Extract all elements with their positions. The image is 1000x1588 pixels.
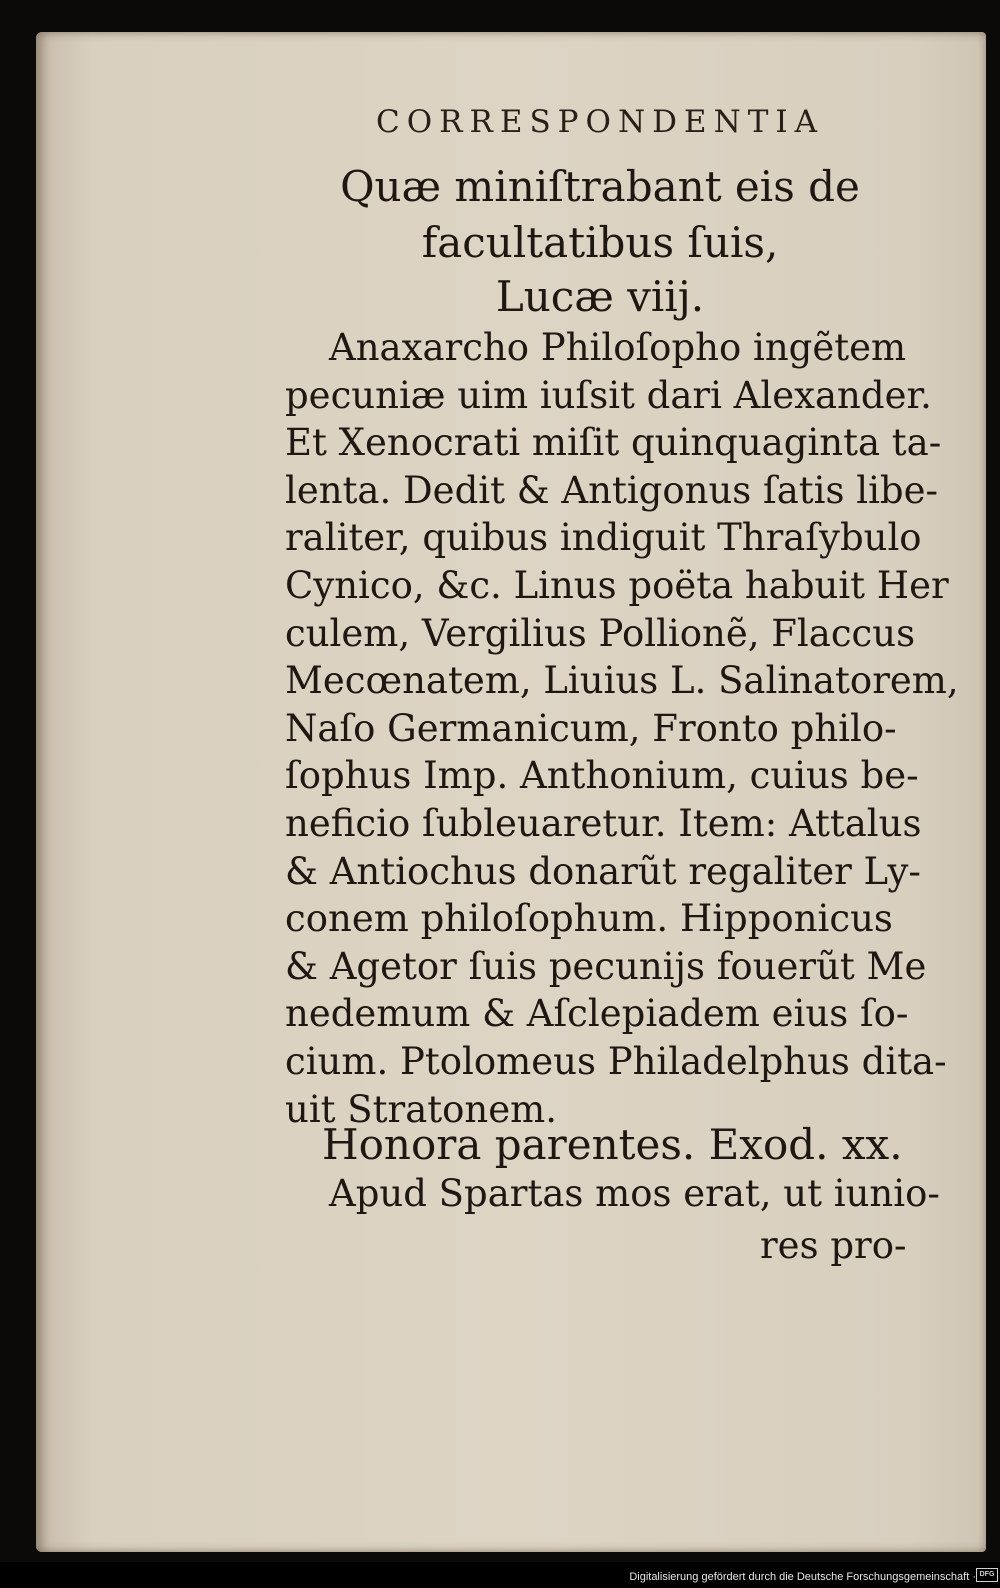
section-heading-line-1: Quæ miniſtrabant eis de — [340, 162, 860, 211]
text-line: neficio ſubleuaretur. Item: Attalus — [285, 801, 922, 845]
dfg-logo-icon: DFG — [976, 1568, 998, 1582]
text-line: conem philoſophum. Hipponicus — [285, 897, 893, 941]
text-line: uit Stratonem. — [285, 1087, 557, 1131]
text-line: Mecœnatem, Liuius L. Salinatorem, — [285, 659, 959, 703]
section-heading-2: Honora parentes. Exod. xx. — [322, 1120, 903, 1169]
section-heading-line-2: facultatibus ſuis, — [421, 218, 779, 267]
text-line: pecuniæ uim iuſsit dari Alexander. — [285, 373, 932, 417]
body-paragraph — [285, 324, 959, 1133]
text-line: culem, Vergilius Pollionẽ, Flaccus — [285, 611, 916, 655]
body-paragraph-2 — [285, 1170, 940, 1218]
text-line: Apud Spartas mos erat, ut iunio- — [329, 1172, 940, 1215]
running-head: CORRESPONDENTIA — [376, 104, 824, 140]
text-line: raliter, quibus indiguit Thraſybulo — [285, 516, 922, 560]
text-line: ſophus Imp. Anthonium, cuius be- — [285, 754, 919, 798]
footer-bar — [0, 1562, 1000, 1588]
text-line: lenta. Dedit & Antigonus ſatis libe- — [285, 468, 938, 512]
catchword: res pro- — [760, 1224, 907, 1267]
text-line: Naſo Germanicum, Fronto philo- — [285, 706, 897, 750]
text-line: Et Xenocrati miſit quinquaginta ta- — [285, 421, 942, 465]
digitization-credit: Digitalisierung gefördert durch die Deutsche Forschungsgemeinschaft · — [629, 1571, 976, 1583]
text-line: nedemum & Aſclepiadem eius ſo- — [285, 992, 909, 1036]
text-line: & Agetor ſuis pecunijs fouerũt Me — [285, 944, 927, 988]
text-line: & Antiochus donarũt regaliter Ly- — [285, 849, 921, 893]
text-line: Cynico, &c. Linus poëta habuit Her — [285, 563, 949, 607]
section-heading-line-3: Lucæ viij. — [495, 272, 705, 321]
text-line: cium. Ptolomeus Philadelphus dita- — [285, 1039, 947, 1083]
text-line: Anaxarcho Philoſopho ingẽtem — [329, 326, 907, 369]
